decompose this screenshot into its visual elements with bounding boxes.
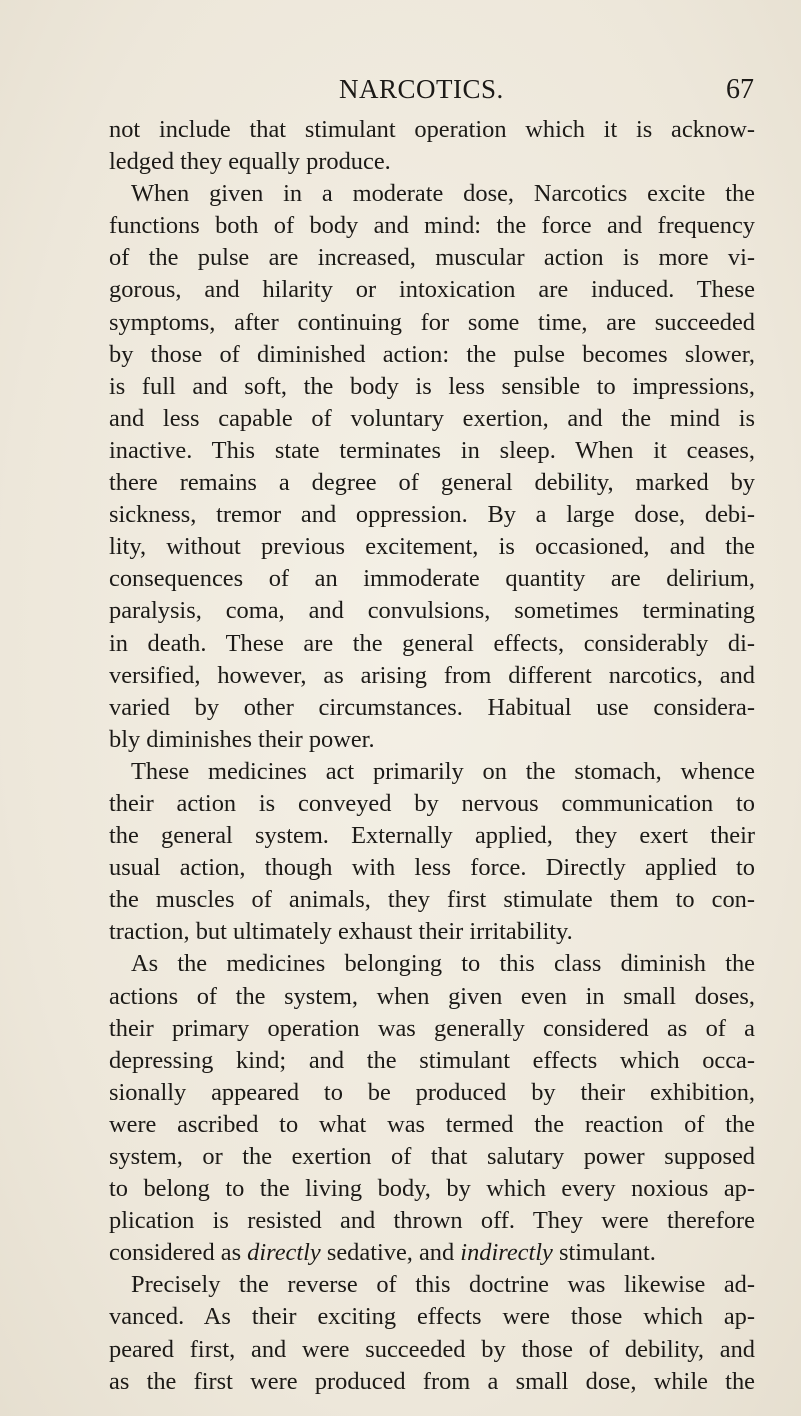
text-line: the muscles of animals, they first stimulate them to con- [109, 886, 755, 914]
text-line: their primary operation was generally considered as of a [109, 1014, 755, 1042]
text-line: These medicines act primarily on the stomach, whence [131, 757, 755, 785]
text-line: of the pulse are increased, muscular action is more vi- [109, 244, 755, 272]
text-line: inactive. This state terminates in sleep. When it ceases, [109, 436, 755, 464]
text-line: by those of diminished action: the pulse becomes slower, [109, 340, 755, 368]
text-line: sionally appeared to be produced by their exhibition, [109, 1078, 755, 1106]
text-line: plication is resisted and thrown off. They were therefore [109, 1207, 755, 1235]
text-line: bly diminishes their power. [109, 725, 375, 753]
text-line: in death. These are the general effects, considerably di- [109, 629, 755, 657]
text-line: ledged they equally produce. [109, 148, 391, 176]
page-number: 67 [726, 74, 754, 105]
text-line: their action is conveyed by nervous communication to [109, 789, 755, 817]
text-line: system, or the exertion of that salutary power supposed [109, 1143, 755, 1170]
text-line: varied by other circumstances. Habitual use considera- [109, 693, 755, 721]
text-line: traction, but ultimately exhaust their irritability. [109, 918, 573, 946]
text-line: As the medicines belonging to this class diminish the [131, 950, 755, 978]
text-line: usual action, though with less force. Directly applied to [109, 854, 755, 882]
italic-phrase: indirectly [460, 1239, 553, 1267]
text-line: were ascribed to what was termed the reaction of the [109, 1110, 755, 1138]
text-segment: stimulant. [552, 1239, 656, 1267]
text-line: the general system. Externally applied, they exert their [109, 822, 755, 850]
text-line: to belong to the living body, by which every noxious ap- [109, 1175, 755, 1203]
text-line: peared first, and were succeeded by those of debility, and [109, 1335, 755, 1363]
text-line: consequences of an immoderate quantity are delirium, [109, 565, 755, 593]
text-line: there remains a degree of general debility, marked by [109, 469, 755, 497]
text-line: actions of the system, when given even in small doses, [109, 982, 755, 1010]
text-line: paralysis, coma, and convulsions, sometimes terminating [109, 597, 755, 625]
text-line: depressing kind; and the stimulant effects which occa- [109, 1046, 755, 1074]
text-line: symptoms, after continuing for some time, are succeeded [109, 308, 755, 336]
text-line: is full and soft, the body is less sensible to impressions, [109, 372, 755, 400]
text-line: vanced. As their exciting effects were those which ap- [109, 1303, 755, 1331]
italic-phrase: directly [247, 1239, 321, 1267]
text-line: not include that stimulant operation which it is acknow- [109, 116, 755, 143]
text-line: sickness, tremor and oppression. By a large dose, debi- [109, 501, 755, 529]
text-line: When given in a moderate dose, Narcotics excite the [131, 180, 755, 208]
running-title: NARCOTICS. [339, 74, 504, 104]
body-text [109, 114, 755, 1398]
text-segment: considered as [109, 1239, 248, 1267]
text-line: versified, however, as arising from different narcotics, and [109, 661, 755, 689]
running-head [0, 74, 801, 108]
text-line: functions both of body and mind: the force and frequency [109, 212, 755, 240]
text-line: gorous, and hilarity or intoxication are induced. These [109, 276, 755, 304]
text-line: as the first were produced from a small dose, while the [109, 1367, 755, 1395]
text-line: and less capable of voluntary exertion, and the mind is [109, 404, 755, 432]
text-segment: sedative, and [320, 1239, 461, 1267]
text-line: Precisely the reverse of this doctrine was likewise ad- [131, 1271, 755, 1299]
text-line: lity, without previous excitement, is occasioned, and the [109, 533, 755, 561]
text-line [109, 1237, 755, 1269]
